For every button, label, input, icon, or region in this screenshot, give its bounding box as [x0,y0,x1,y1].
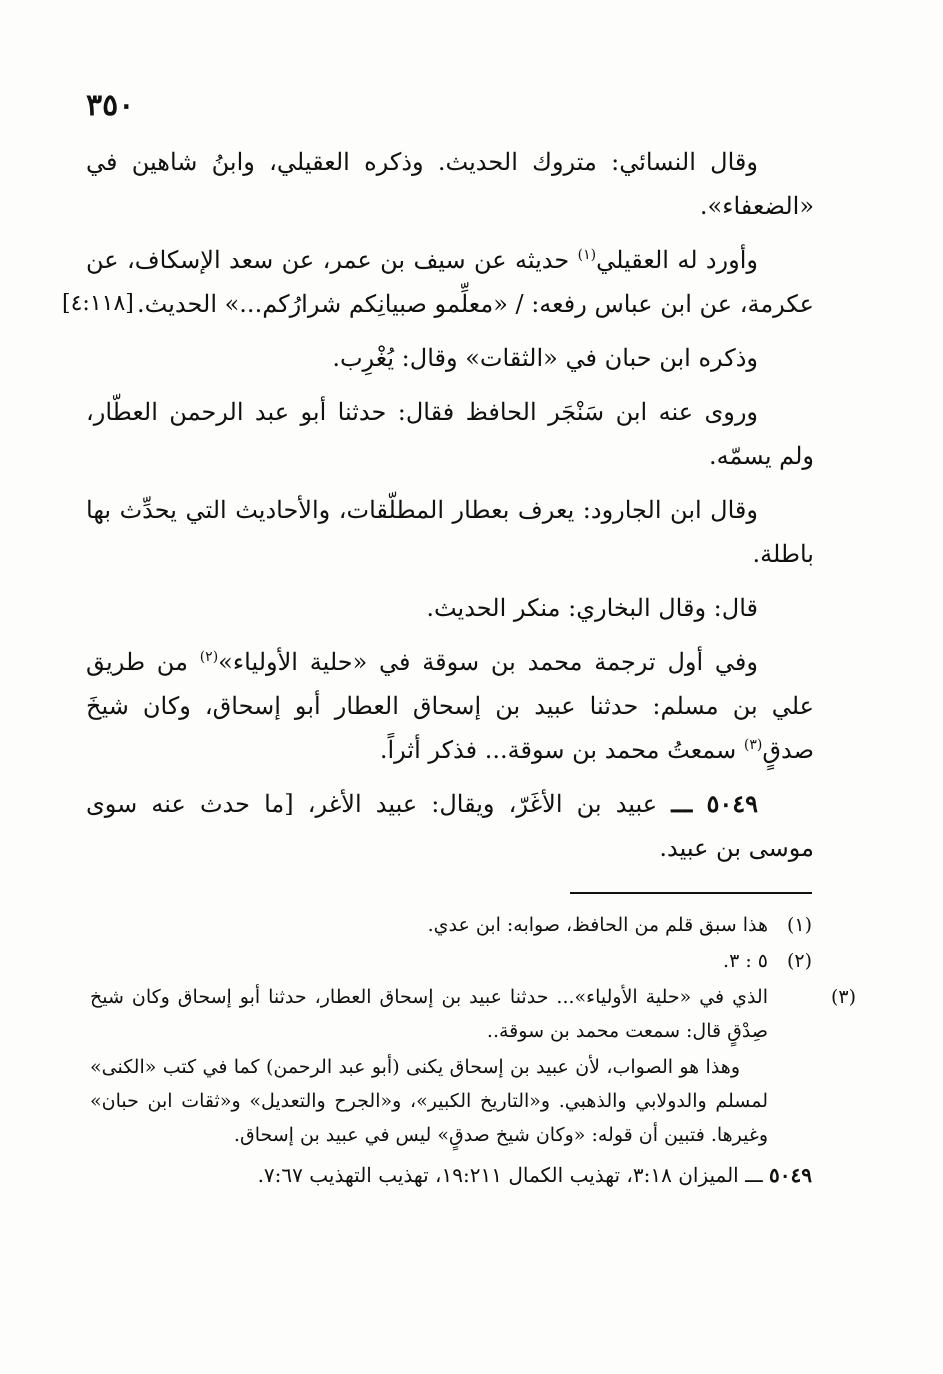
footnote-ref: (٢) [199,649,219,665]
source-references: ٥٠٤٩ ـــ الميزان ٣:١٨، تهذيب الكمال ١٩:٢١١، تهذيب التهذيب ٧:٦٧. [257,1163,812,1187]
footnote: (٣)الذي في «حلية الأولياء»... حدثنا عبيد بن إسحاق العطار، حدثنا أبو إسحاق وكان شيخ صِدْقٍ قال: سمعت محمد بن سوقة.. [90,986,856,1042]
paragraph: وروى عنه ابن سَنْجَر الحافظ فقال: حدثنا أبو عبد الرحمن العطّار، ولم يسمّه. [86,398,814,470]
entry-number: ٥٠٤٩ [706,789,758,818]
page-number: ٣٥٠ [86,88,135,123]
paragraph: وقال ابن الجارود: يعرف بعطار المطلّقات، والأحاديث التي يحدِّث بها باطلة. [86,496,814,568]
entry-text: عبيد بن الأغَرّ، ويقال: عبيد الأغر، [ما حدث عنه سوى موسى بن عبيد. [86,790,814,862]
footnote-ref: (٣) [743,737,763,753]
paragraph: قال: وقال البخاري: منكر الحديث. [426,594,758,622]
footnotes [90,908,856,1212]
biography-entry: ٥٠٤٩ ـــ عبيد بن الأغَرّ، ويقال: عبيد الأغر، [ما حدث عنه سوى موسى بن عبيد. [86,789,814,862]
paragraph: وقال النسائي: متروك الحديث. وذكره العقيلي، وابنُ شاهين في «الضعفاء». [86,148,814,220]
footnote: (١)هذا سبق قلم من الحافظ، صوابه: ابن عدي. [427,914,812,936]
footnote: (٢)٥ : ٣. [723,950,812,972]
paragraph: وذكره ابن حبان في «الثقات» وقال: يُغْرِب. [332,344,758,372]
main-text [62,140,814,880]
paragraph: وفي أول ترجمة محمد بن سوقة في «حلية الأولياء»$^{(٢)}$ من طريق علي بن مسلم: حدثنا عبيد بن إسحاق العطار أبو إسحاق، وكان شيخَ صدقٍ$^{(٣)}$ سمعتُ محمد بن سوقة... فذكر أثراً. [86,648,814,764]
paragraph: وأورد له العقيلي$^{(١)}$ حديثه عن سيف بن عمر، عن سعد الإسكاف، عن عكرمة، عن ابن عباس رفعه: / «معلِّمو صبيانِكم شرارُكم...» الحديث. [٤:١١٨] [86,238,814,326]
footnote-continuation: وهذا هو الصواب، لأن عبيد بن إسحاق يكنى (أبو عبد الرحمن) كما في كتب «الكنى» لمسلم والدولابي والذهبي. و«التاريخ الكبير»، و«الجرح والتعديل» و«ثقات ابن حبان» وغيرها. فتبين أن قوله: «وكان شيخ صدقٍ» ليس في عبيد بن إسحاق. [90,1056,768,1146]
footnote-divider [570,892,812,894]
margin-reference: [٤:١١٨] [62,291,134,316]
footnote-ref: (١) [577,247,597,263]
